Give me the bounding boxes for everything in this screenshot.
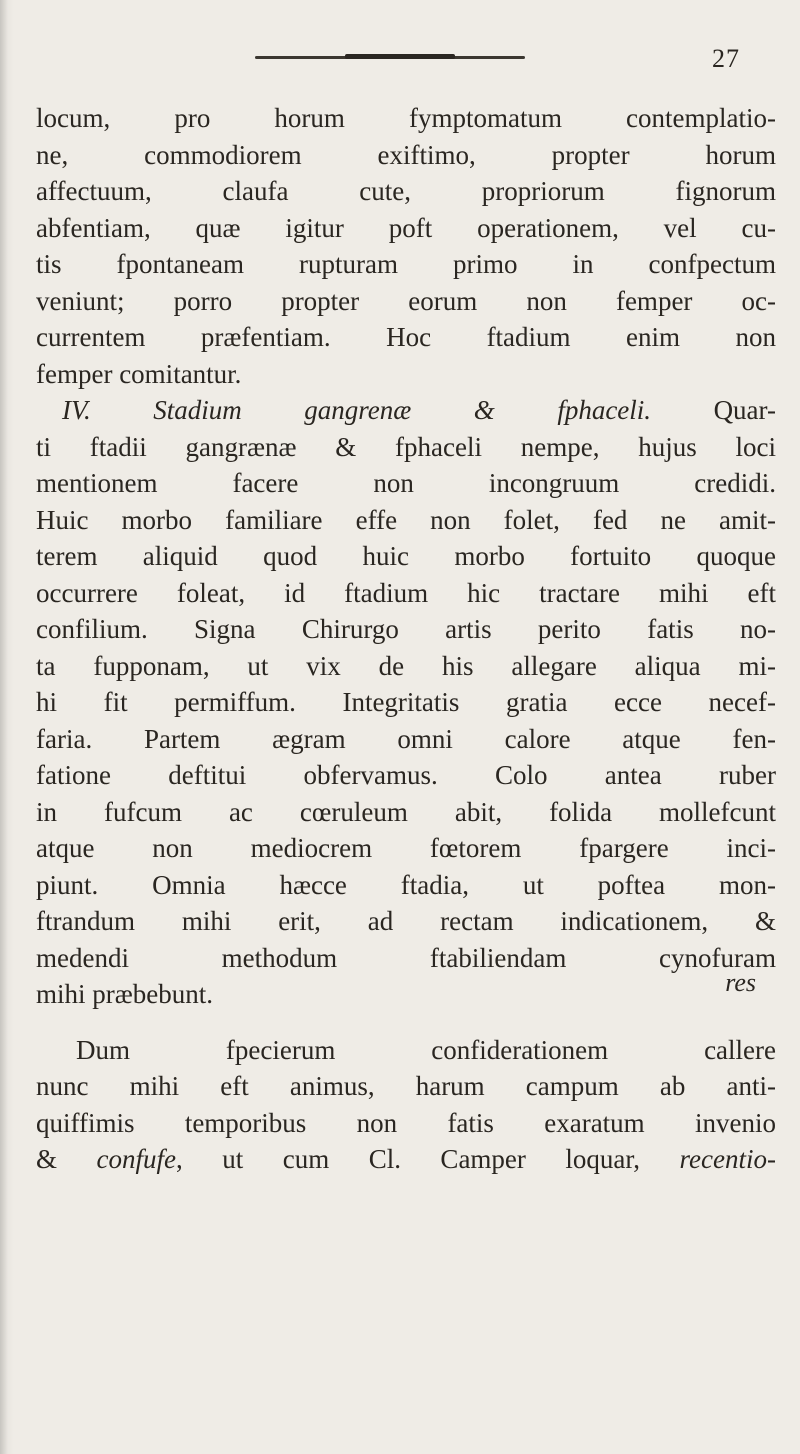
- section-heading: IV. Stadium gangrenæ & fphaceli.: [62, 395, 652, 425]
- text-line: ti ftadii gangrænæ & fphaceli nempe, hujus loci: [36, 431, 776, 462]
- section-heading-line: [36, 392, 776, 429]
- text-line: locum, pro horum fymptomatum contemplatio-: [36, 103, 776, 133]
- page-gutter-shadow: [0, 0, 8, 1454]
- text-line: hi fit permiffum. Integritatis gratia ecce necef-: [36, 687, 776, 717]
- text-line: mentionem facere non incongruum credidi.: [36, 468, 776, 498]
- page-body: [36, 100, 776, 1178]
- text-line: terem aliquid quod huic morbo fortuito quoque: [36, 541, 776, 571]
- text-line: confilium. Signa Chirurgo artis perito fatis no-: [36, 614, 776, 644]
- text-line: veniunt; porro propter eorum non femper oc-: [36, 285, 776, 316]
- text-line: faria. Partem ægram omni calore atque fen-: [36, 723, 776, 754]
- italic-word: confufe: [96, 1144, 176, 1174]
- page-number: 27: [712, 44, 740, 73]
- text-line: affectuum, claufa cute, propriorum fignorum: [36, 176, 776, 206]
- header-rule-thick: [345, 54, 455, 59]
- catchword: res: [725, 968, 756, 997]
- text-line: fatione deftitui obfervamus. Colo antea ruber: [36, 760, 776, 790]
- text-fragment: , ut cum Cl. Camper loquar,: [175, 1144, 680, 1174]
- text-line: femper comitantur.: [36, 358, 242, 389]
- text-line: piunt. Omnia hæcce ftadia, ut poftea mon-: [36, 869, 776, 900]
- text-line: abfentiam, quæ igitur poft operationem, vel cu-: [36, 212, 776, 243]
- text-line: mihi præbebunt.: [36, 979, 213, 1009]
- text-line: Dum fpecierum confiderationem callere: [76, 1034, 776, 1065]
- text-fragment: &: [36, 1144, 97, 1174]
- text-line: currentem præfentiam. Hoc ftadium enim non: [36, 322, 776, 352]
- text-line-mixed: [36, 1141, 776, 1178]
- text-line: ta fupponam, ut vix de his allegare aliqua mi-: [36, 650, 776, 681]
- text-line: in fufcum ac cœruleum abit, folida mollefcunt: [36, 796, 776, 827]
- text-line: nunc mihi eft animus, harum campum ab anti-: [36, 1071, 776, 1101]
- text-line: quiffimis temporibus non fatis exaratum invenio: [36, 1107, 776, 1138]
- italic-word: recentio-: [679, 1144, 776, 1174]
- text-line: occurrere foleat, id ftadium hic tractare mihi eft: [36, 577, 776, 608]
- text-line: Huic morbo familiare effe non folet, fed ne amit-: [36, 504, 776, 535]
- text-line: ne, commodiorem exiftimo, propter horum: [36, 139, 776, 170]
- text-line: medendi methodum ftabiliendam cynofuram: [36, 942, 776, 973]
- text-fragment: Quar-: [713, 395, 776, 425]
- text-line: atque non mediocrem fœtorem fpargere inci-: [36, 833, 776, 863]
- paragraph-gap: [36, 1013, 776, 1032]
- text-line: ftrandum mihi erit, ad rectam indicationem, &: [36, 906, 776, 936]
- text-line: tis fpontaneam rupturam primo in confpectum: [36, 249, 776, 279]
